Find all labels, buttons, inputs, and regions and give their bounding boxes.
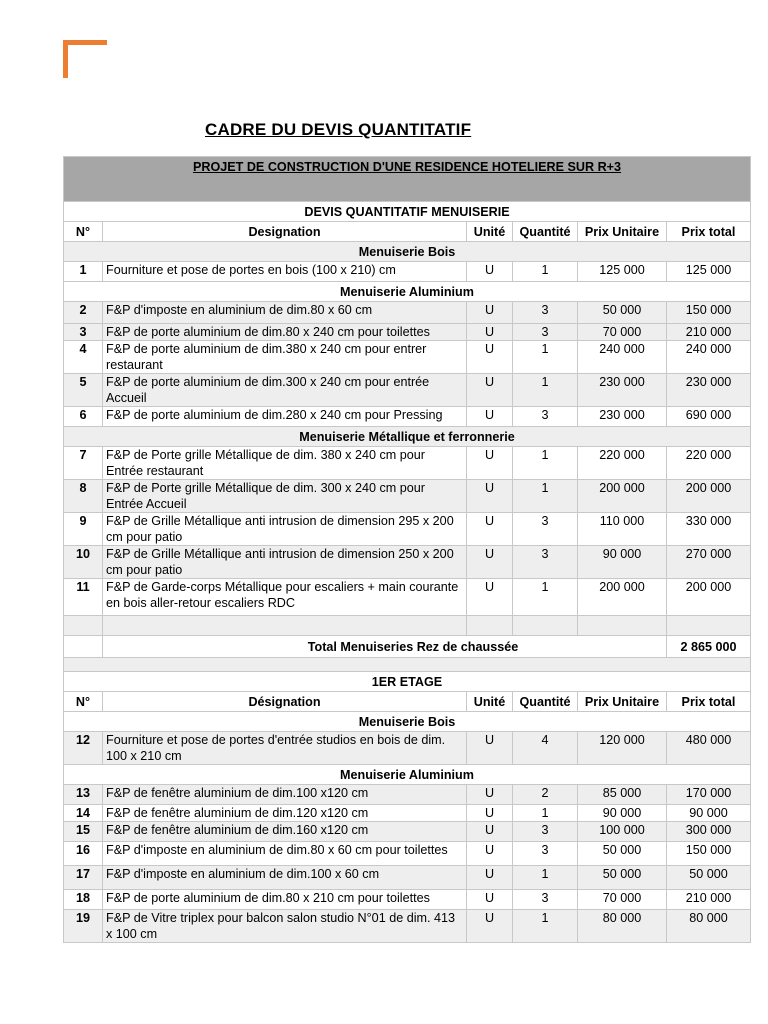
item-unit-price: 230 000 [578,374,667,407]
item-num: 1 [64,262,103,282]
table-row [64,262,751,282]
item-total-price: 150 000 [667,302,751,324]
table-row [64,842,751,866]
item-quantity: 1 [513,447,578,480]
table-row [64,785,751,805]
header-unit: Unité [467,222,513,242]
item-total-price: 210 000 [667,890,751,910]
item-unit: U [467,341,513,374]
item-unit: U [467,447,513,480]
item-designation: F&P de fenêtre aluminium de dim.160 x120 cm [103,822,467,842]
table-row [64,341,751,374]
item-quantity: 1 [513,866,578,890]
item-total-price: 125 000 [667,262,751,282]
empty-row [64,658,751,672]
item-unit-price: 240 000 [578,341,667,374]
item-unit: U [467,785,513,805]
group-row [64,282,751,302]
item-num: 17 [64,866,103,890]
item-designation: F&P de Porte grille Métallique de dim. 300 x 240 cm pour Entrée Accueil [103,480,467,513]
header-num: N° [64,692,103,712]
item-num: 2 [64,302,103,324]
header-unit: Unité [467,692,513,712]
item-num: 14 [64,805,103,822]
table-row [64,732,751,765]
table-row [64,480,751,513]
item-num: 18 [64,890,103,910]
item-designation: F&P de Grille Métallique anti intrusion de dimension 250 x 200 cm pour patio [103,546,467,579]
item-total-price: 200 000 [667,579,751,616]
item-quantity: 3 [513,407,578,427]
header-total-price: Prix total [667,222,751,242]
item-total-price: 480 000 [667,732,751,765]
item-unit-price: 90 000 [578,805,667,822]
item-quantity: 3 [513,324,578,341]
group-label: Menuiserie Aluminium [64,765,751,785]
item-unit: U [467,374,513,407]
item-designation: F&P de porte aluminium de dim.300 x 240 cm pour entrée Accueil [103,374,467,407]
item-unit: U [467,842,513,866]
table-row [64,890,751,910]
item-quantity: 4 [513,732,578,765]
item-num: 15 [64,822,103,842]
item-total-price: 690 000 [667,407,751,427]
group-label: Menuiserie Métallique et ferronnerie [64,427,751,447]
item-num: 13 [64,785,103,805]
item-unit-price: 120 000 [578,732,667,765]
item-num: 19 [64,910,103,943]
quantity-estimate-table [63,156,751,943]
document-title: CADRE DU DEVIS QUANTITATIF [205,120,472,139]
item-unit: U [467,324,513,341]
item-total-price: 150 000 [667,842,751,866]
item-quantity: 1 [513,262,578,282]
item-num: 5 [64,374,103,407]
item-designation: F&P de porte aluminium de dim.80 x 240 cm pour toilettes [103,324,467,341]
table-row [64,407,751,427]
item-designation: F&P de Grille Métallique anti intrusion de dimension 295 x 200 cm pour patio [103,513,467,546]
item-num: 11 [64,579,103,616]
table-row [64,910,751,943]
item-unit: U [467,262,513,282]
item-quantity: 3 [513,842,578,866]
total-label: Total Menuiseries Rez de chaussée [103,636,667,658]
item-designation: F&P d'imposte en aluminium de dim.100 x 60 cm [103,866,467,890]
item-num: 3 [64,324,103,341]
item-num: 16 [64,842,103,866]
section-title: DEVIS QUANTITATIF MENUISERIE [64,202,751,222]
item-unit-price: 50 000 [578,866,667,890]
item-unit-price: 200 000 [578,480,667,513]
item-unit-price: 200 000 [578,579,667,616]
project-title: PROJET DE CONSTRUCTION D'UNE RESIDENCE HOTELIERE SUR R+3 [64,157,751,202]
table-row [64,374,751,407]
header-unit-price: Prix Unitaire [578,222,667,242]
item-quantity: 3 [513,890,578,910]
item-unit: U [467,302,513,324]
item-unit-price: 125 000 [578,262,667,282]
item-unit: U [467,579,513,616]
item-designation: Fourniture et pose de portes d'entrée studios en bois de dim. 100 x 210 cm [103,732,467,765]
item-quantity: 1 [513,374,578,407]
floor-title-row [64,672,751,692]
item-unit-price: 220 000 [578,447,667,480]
item-designation: F&P d'imposte en aluminium de dim.80 x 60 cm pour toilettes [103,842,467,866]
item-total-price: 300 000 [667,822,751,842]
header-quantity: Quantité [513,692,578,712]
item-unit-price: 90 000 [578,546,667,579]
header-total-price: Prix total [667,692,751,712]
item-quantity: 1 [513,910,578,943]
item-total-price: 170 000 [667,785,751,805]
table-row [64,324,751,341]
item-designation: F&P de Vitre triplex pour balcon salon studio N°01 de dim. 413 x 100 cm [103,910,467,943]
table-row [64,866,751,890]
total-row [64,636,751,658]
item-unit: U [467,805,513,822]
table-row [64,302,751,324]
item-unit-price: 50 000 [578,842,667,866]
item-total-price: 50 000 [667,866,751,890]
item-designation: F&P de Garde-corps Métallique pour escaliers + main courante en bois aller-retour escaliers RDC [103,579,467,616]
item-unit: U [467,890,513,910]
item-unit-price: 85 000 [578,785,667,805]
group-row [64,242,751,262]
table-row [64,546,751,579]
table-row [64,447,751,480]
item-total-price: 210 000 [667,324,751,341]
item-unit: U [467,546,513,579]
item-designation: F&P de porte aluminium de dim.380 x 240 cm pour entrer restaurant [103,341,467,374]
item-quantity: 3 [513,302,578,324]
item-num: 6 [64,407,103,427]
header-row [64,222,751,242]
header-designation: Désignation [103,692,467,712]
section-row [64,202,751,222]
group-label: Menuiserie Aluminium [64,282,751,302]
project-row [64,157,751,202]
group-row [64,765,751,785]
empty-row [64,616,751,636]
header-num: N° [64,222,103,242]
item-designation: Fourniture et pose de portes en bois (100 x 210) cm [103,262,467,282]
item-num: 9 [64,513,103,546]
item-unit-price: 70 000 [578,890,667,910]
item-quantity: 3 [513,822,578,842]
table-row [64,805,751,822]
group-label: Menuiserie Bois [64,242,751,262]
item-num: 12 [64,732,103,765]
table-row [64,822,751,842]
group-row [64,712,751,732]
item-total-price: 200 000 [667,480,751,513]
item-unit-price: 100 000 [578,822,667,842]
item-unit: U [467,513,513,546]
group-label: Menuiserie Bois [64,712,751,732]
item-quantity: 2 [513,785,578,805]
item-unit: U [467,822,513,842]
item-num: 10 [64,546,103,579]
item-unit: U [467,480,513,513]
header-designation: Designation [103,222,467,242]
item-unit-price: 80 000 [578,910,667,943]
table-row [64,579,751,616]
item-designation: F&P de fenêtre aluminium de dim.100 x120 cm [103,785,467,805]
item-quantity: 1 [513,480,578,513]
item-unit-price: 230 000 [578,407,667,427]
item-unit: U [467,732,513,765]
item-total-price: 80 000 [667,910,751,943]
item-unit-price: 110 000 [578,513,667,546]
item-unit-price: 50 000 [578,302,667,324]
item-unit: U [467,866,513,890]
item-unit-price: 70 000 [578,324,667,341]
header-unit-price: Prix Unitaire [578,692,667,712]
item-designation: F&P de porte aluminium de dim.80 x 210 cm pour toilettes [103,890,467,910]
item-total-price: 270 000 [667,546,751,579]
item-quantity: 1 [513,341,578,374]
item-designation: F&P de fenêtre aluminium de dim.120 x120 cm [103,805,467,822]
item-num: 4 [64,341,103,374]
item-total-price: 220 000 [667,447,751,480]
item-num: 8 [64,480,103,513]
table-row [64,513,751,546]
item-unit: U [467,407,513,427]
total-value: 2 865 000 [667,636,751,658]
item-total-price: 240 000 [667,341,751,374]
item-designation: F&P de Porte grille Métallique de dim. 380 x 240 cm pour Entrée restaurant [103,447,467,480]
item-total-price: 230 000 [667,374,751,407]
item-designation: F&P d'imposte en aluminium de dim.80 x 60 cm [103,302,467,324]
item-quantity: 3 [513,513,578,546]
item-designation: F&P de porte aluminium de dim.280 x 240 cm pour Pressing [103,407,467,427]
item-unit: U [467,910,513,943]
group-row [64,427,751,447]
item-quantity: 1 [513,805,578,822]
item-total-price: 90 000 [667,805,751,822]
header-row [64,692,751,712]
header-quantity: Quantité [513,222,578,242]
floor-title: 1ER ETAGE [64,672,751,692]
item-num: 7 [64,447,103,480]
item-quantity: 3 [513,546,578,579]
item-quantity: 1 [513,579,578,616]
item-total-price: 330 000 [667,513,751,546]
corner-accent [63,40,107,78]
